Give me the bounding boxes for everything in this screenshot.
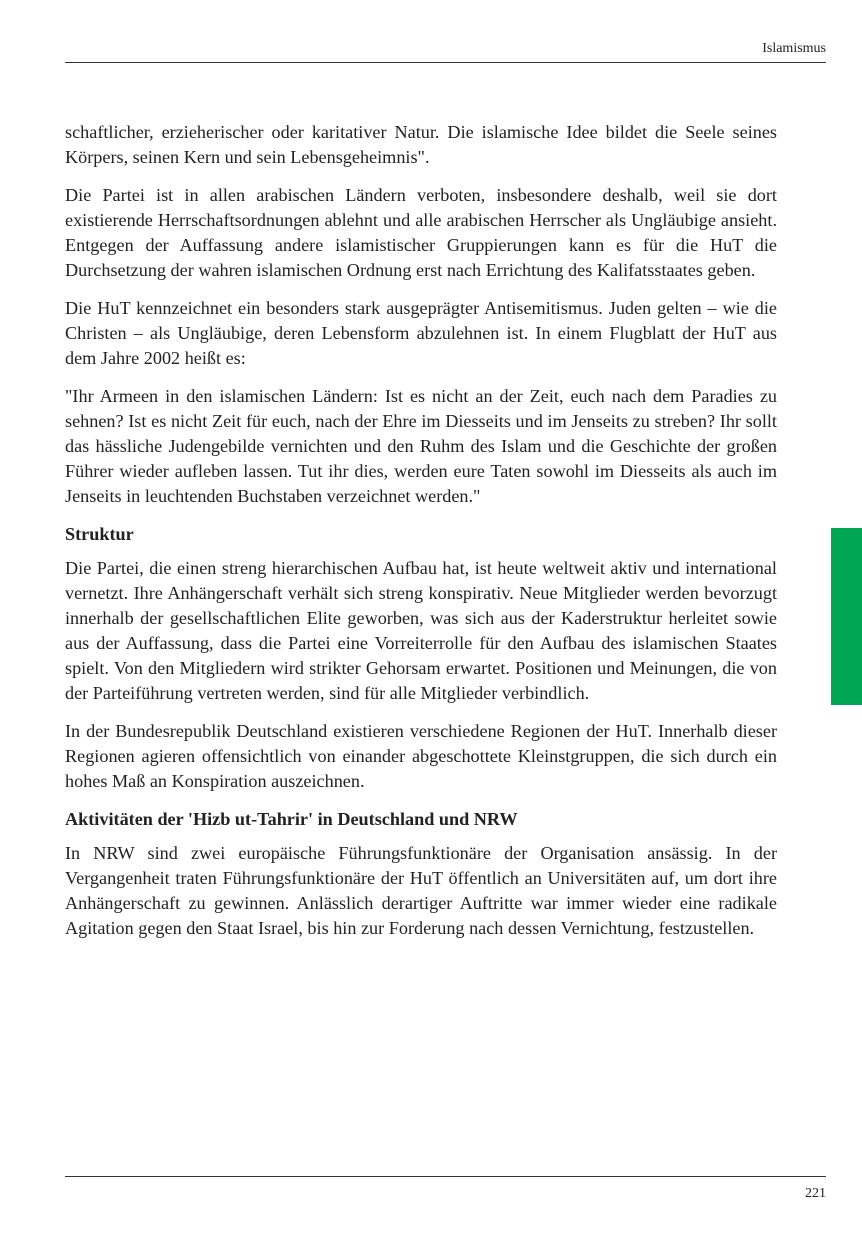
- running-header: Islamismus: [762, 41, 826, 56]
- paragraph-structure: Die Partei, die einen streng hierarchischen Aufbau hat, ist heute weltweit aktiv und international vernetzt. Ihre Anhängerschaft verhält sich streng konspirativ. Neue Mitglieder werden bevorzugt innerhalb der gesellschaftlichen Elite geworben, was sich aus der Kaderstruktur herleitet sowie aus der Auffassung, dass die Partei eine Vorreiterrolle für den Aufbau des islamischen Staates spielt. Von den Mitgliedern wird strikter Gehorsam erwartet. Positionen und Meinungen, die von der Parteiführung vertreten werden, sind für alle Mitglieder verbindlich.: [65, 558, 777, 703]
- paragraph-nrw: In NRW sind zwei europäische Führungsfunktionäre der Organisation ansässig. In der Vergangenheit traten Führungsfunktionäre der HuT öffentlich an Universitäten auf, um dort ihre Anhängerschaft zu gewinnen. Anlässlich derartiger Auftritte war immer wieder eine radikale Agitation gegen den Staat Israel, bis hin zur Forderung nach dessen Vernichtung, festzustellen.: [65, 843, 777, 938]
- section-tab-marker: [831, 528, 862, 705]
- heading-activities: Aktivitäten der 'Hizb ut-Tahrir' in Deutschland und NRW: [65, 809, 518, 829]
- paragraph-antisemitism: Die HuT kennzeichnet ein besonders stark ausgeprägter Antisemitismus. Juden gelten – wie die Christen – als Ungläubige, deren Lebensform abzulehnen ist. In einem Flugblatt der HuT aus dem Jahre 2002 heißt es:: [65, 298, 777, 368]
- header-rule: [65, 62, 826, 63]
- page-number: 221: [805, 1186, 826, 1201]
- page-body: [65, 120, 777, 954]
- leaflet-quote: "Ihr Armeen in den islamischen Ländern: Ist es nicht an der Zeit, euch nach dem Paradies zu sehnen? Ist es nicht Zeit für euch, nach der Ehre im Diesseits und im Jenseits zu streben? Ihr sollt das hässliche Judengebilde vernichten und den Ruhm des Islam und die Geschichte der großen Führer wieder aufleben lassen. Tut ihr dies, werden eure Taten sowohl im Diesseits als auch im Jenseits in leuchtenden Buchstaben verzeichnet werden.": [65, 386, 777, 506]
- paragraph-continuation: schaftlicher, erzieherischer oder karitativer Natur. Die islamische Idee bildet die Seele seines Körpers, seinen Kern und sein Lebensgeheimnis".: [65, 122, 777, 167]
- paragraph-regions: In der Bundesrepublik Deutschland existieren verschiedene Regionen der HuT. Innerhalb dieser Regionen agieren offensichtlich von einander abgeschottete Kleinstgruppen, die sich durch ein hohes Maß an Konspiration auszeichnen.: [65, 721, 777, 791]
- paragraph-ban: Die Partei ist in allen arabischen Ländern verboten, insbesondere deshalb, weil sie dort existierende Herrschaftsordnungen ablehnt und alle arabischen Herrscher als Ungläubige ansieht. Entgegen der Auffassung andere islamistischer Gruppierungen kann es für die HuT die Durchsetzung der wahren islamischen Ordnung erst nach Errichtung des Kalifatsstaates geben.: [65, 185, 777, 280]
- footer-rule: [65, 1176, 826, 1177]
- heading-structure: Struktur: [65, 524, 134, 544]
